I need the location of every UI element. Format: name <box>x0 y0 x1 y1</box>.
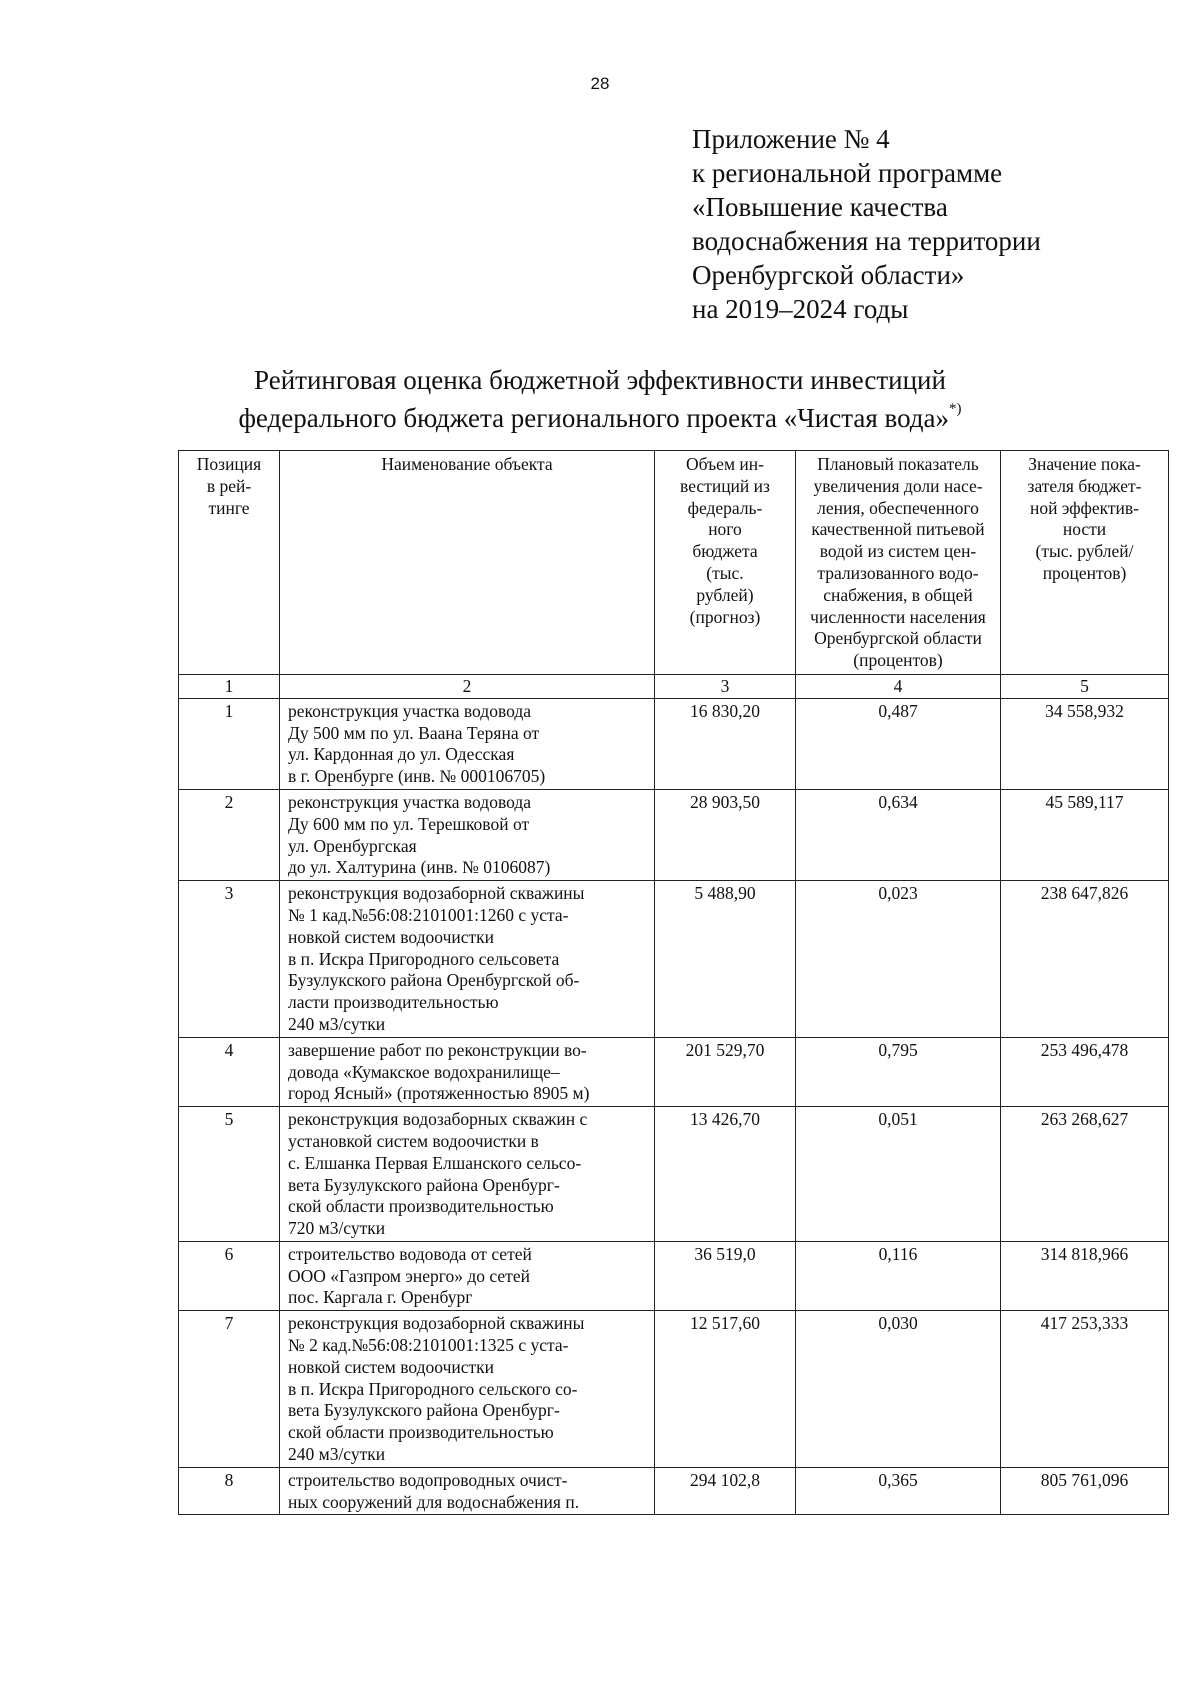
object-name-line: 240 м3/сутки <box>288 1444 386 1465</box>
header-text-line: Наименование объекта <box>381 454 553 474</box>
column-number: 1 <box>179 674 280 698</box>
object-name-line: завершение работ по реконструкции во- <box>288 1039 587 1060</box>
header-text-line: численности населения <box>810 606 986 627</box>
object-name-line: ской области производительностью <box>288 1196 554 1217</box>
header-text-line: водой из систем цен- <box>819 541 977 562</box>
header-position <box>179 451 280 675</box>
investment-amount: 28 903,50 <box>655 789 796 880</box>
table-row <box>179 1107 1169 1242</box>
rating-position: 2 <box>179 789 280 880</box>
object-name-line: ской области производительностью <box>288 1422 554 1443</box>
object-name-line: в г. Оренбурге (инв. № 000106705) <box>288 766 546 787</box>
table-row <box>179 881 1169 1038</box>
appendix-heading <box>692 122 1172 326</box>
object-name <box>280 698 655 789</box>
header-text-line: бюджета <box>692 541 758 562</box>
object-name-line: вета Бузулукского района Оренбург- <box>288 1174 560 1195</box>
header-text-line: Плановый показатель <box>817 454 979 474</box>
efficiency-value: 45 589,117 <box>1001 789 1169 880</box>
object-name-line: ласти производительностью <box>288 992 499 1013</box>
object-name-line: № 2 кад.№56:08:2101001:1325 с уста- <box>288 1335 569 1356</box>
object-name <box>280 1467 655 1515</box>
object-name-line: в п. Искра Пригородного сельсовета <box>288 948 560 969</box>
planned-indicator: 0,023 <box>796 881 1001 1038</box>
header-text-line: (тыс. рублей/ <box>1035 541 1134 562</box>
table-row <box>179 1311 1169 1468</box>
column-number: 2 <box>280 674 655 698</box>
header-text-line: рублей) <box>696 584 754 605</box>
appendix-line: на 2019–2024 годы <box>692 294 909 324</box>
object-name <box>280 1037 655 1106</box>
planned-indicator: 0,116 <box>796 1241 1001 1310</box>
object-name <box>280 1107 655 1242</box>
object-name-line: строительство водовода от сетей <box>288 1243 532 1264</box>
header-text-line: зателя бюджет- <box>1027 475 1142 496</box>
table-row <box>179 1241 1169 1310</box>
header-text-line: вестиций из <box>680 475 770 496</box>
table-header-row <box>179 451 1169 675</box>
appendix-line: Оренбургской области» <box>692 260 965 290</box>
investment-amount: 294 102,8 <box>655 1467 796 1515</box>
header-object-name <box>280 451 655 675</box>
object-name-line: новкой систем водоочистки <box>288 1356 495 1377</box>
page-number: 28 <box>590 74 610 93</box>
table-row <box>179 1467 1169 1515</box>
table-row <box>179 698 1169 789</box>
column-number-row <box>179 674 1169 698</box>
object-name-line: новкой систем водоочистки <box>288 926 495 947</box>
appendix-line: Приложение № 4 <box>692 124 890 154</box>
object-name-line: реконструкция водозаборной скважины <box>288 1313 585 1334</box>
rating-position: 8 <box>179 1467 280 1515</box>
object-name-line: установкой систем водоочистки в <box>288 1130 539 1151</box>
rating-position: 7 <box>179 1311 280 1468</box>
object-name-line: реконструкция водозаборных скважин с <box>288 1109 588 1130</box>
title-line-2 <box>160 397 1040 435</box>
efficiency-value: 253 496,478 <box>1001 1037 1169 1106</box>
header-investment <box>655 451 796 675</box>
column-number: 3 <box>655 674 796 698</box>
header-text-line: ности <box>1062 519 1107 540</box>
rating-position: 4 <box>179 1037 280 1106</box>
object-name-line: Бузулукского района Оренбургской об- <box>288 970 580 991</box>
table-row <box>179 789 1169 880</box>
appendix-line: водоснабжения на территории <box>692 226 1041 256</box>
header-text-line: снабжения, в общей <box>823 584 973 605</box>
planned-indicator: 0,795 <box>796 1037 1001 1106</box>
planned-indicator: 0,365 <box>796 1467 1001 1515</box>
header-text-line: ного <box>708 519 742 540</box>
object-name-line: город Ясный» (протяженностью 8905 м) <box>288 1083 590 1104</box>
title-line-1: Рейтинговая оценка бюджетной эффективности инвестиций <box>254 365 946 395</box>
appendix-line: «Повышение качества <box>692 192 948 222</box>
investment-amount: 5 488,90 <box>655 881 796 1038</box>
object-name-line: ООО «Газпром энерго» до сетей <box>288 1265 530 1286</box>
header-text-line: Значение пока- <box>1028 454 1141 474</box>
efficiency-value: 805 761,096 <box>1001 1467 1169 1515</box>
object-name-line: ул. Оренбургская <box>288 835 417 856</box>
header-text-line: ления, обеспеченного <box>817 497 979 518</box>
object-name-line: строительство водопроводных очист- <box>288 1469 568 1490</box>
header-efficiency <box>1001 451 1169 675</box>
rating-position: 3 <box>179 881 280 1038</box>
object-name-line: 720 м3/сутки <box>288 1218 386 1239</box>
investment-amount: 36 519,0 <box>655 1241 796 1310</box>
object-name-line: вета Бузулукского района Оренбург- <box>288 1400 560 1421</box>
header-text-line: трализованного водо- <box>817 562 979 583</box>
header-text-line: Оренбургской области <box>814 628 982 649</box>
investment-amount: 13 426,70 <box>655 1107 796 1242</box>
header-text-line: в рей- <box>206 475 252 496</box>
object-name-line: довода «Кумакское водохранилище– <box>288 1061 560 1082</box>
table-row <box>179 1037 1169 1106</box>
object-name-line: ул. Кардонная до ул. Одесская <box>288 744 515 765</box>
efficiency-value: 263 268,627 <box>1001 1107 1169 1242</box>
planned-indicator: 0,487 <box>796 698 1001 789</box>
footnote-mark: *) <box>949 401 962 417</box>
rating-position: 6 <box>179 1241 280 1310</box>
object-name-line: реконструкция участка водовода <box>288 791 532 812</box>
efficiency-value: 34 558,932 <box>1001 698 1169 789</box>
investment-amount: 16 830,20 <box>655 698 796 789</box>
object-name <box>280 789 655 880</box>
header-text-line: Объем ин- <box>686 454 764 474</box>
header-text-line: федераль- <box>687 497 763 518</box>
header-text-line: тинге <box>208 497 250 518</box>
object-name-line: реконструкция водозаборной скважины <box>288 883 585 904</box>
planned-indicator: 0,051 <box>796 1107 1001 1242</box>
investment-amount: 12 517,60 <box>655 1311 796 1468</box>
object-name-line: в п. Искра Пригородного сельского со- <box>288 1378 578 1399</box>
header-text-line: (тыс. <box>706 562 744 583</box>
document-title <box>160 364 1040 435</box>
object-name-line: до ул. Халтурина (инв. № 0106087) <box>288 857 551 878</box>
object-name-line: 240 м3/сутки <box>288 1013 386 1034</box>
column-number: 4 <box>796 674 1001 698</box>
header-text-line: (прогноз) <box>689 606 761 627</box>
efficiency-value: 417 253,333 <box>1001 1311 1169 1468</box>
object-name-line: реконструкция участка водовода <box>288 700 532 721</box>
object-name-line: № 1 кад.№56:08:2101001:1260 с уста- <box>288 904 569 925</box>
rating-table <box>178 450 1169 1515</box>
appendix-line: к региональной программе <box>692 158 1003 188</box>
efficiency-value: 314 818,966 <box>1001 1241 1169 1310</box>
object-name <box>280 1241 655 1310</box>
header-text-line: процентов) <box>1042 562 1127 583</box>
object-name-line: ных сооружений для водоснабжения п. <box>288 1491 580 1512</box>
header-indicator <box>796 451 1001 675</box>
object-name <box>280 881 655 1038</box>
rating-position: 5 <box>179 1107 280 1242</box>
object-name-line: Ду 600 мм по ул. Терешковой от <box>288 813 530 834</box>
planned-indicator: 0,634 <box>796 789 1001 880</box>
header-text-line: ной эффектив- <box>1030 497 1139 518</box>
efficiency-value: 238 647,826 <box>1001 881 1169 1038</box>
planned-indicator: 0,030 <box>796 1311 1001 1468</box>
object-name <box>280 1311 655 1468</box>
header-text-line: (процентов) <box>853 650 943 671</box>
object-name-line: с. Елшанка Первая Елшанского сельсо- <box>288 1152 582 1173</box>
column-number: 5 <box>1001 674 1169 698</box>
object-name-line: Ду 500 мм по ул. Ваана Теряна от <box>288 722 540 743</box>
object-name-line: пос. Каргала г. Оренбург <box>288 1287 473 1308</box>
investment-amount: 201 529,70 <box>655 1037 796 1106</box>
rating-position: 1 <box>179 698 280 789</box>
header-text-line: Позиция <box>196 454 262 474</box>
title-line-2-text: федерального бюджета регионального проекта «Чистая вода» <box>238 403 950 433</box>
header-text-line: качественной питьевой <box>811 519 985 540</box>
header-text-line: увеличения доли насе- <box>813 475 983 496</box>
